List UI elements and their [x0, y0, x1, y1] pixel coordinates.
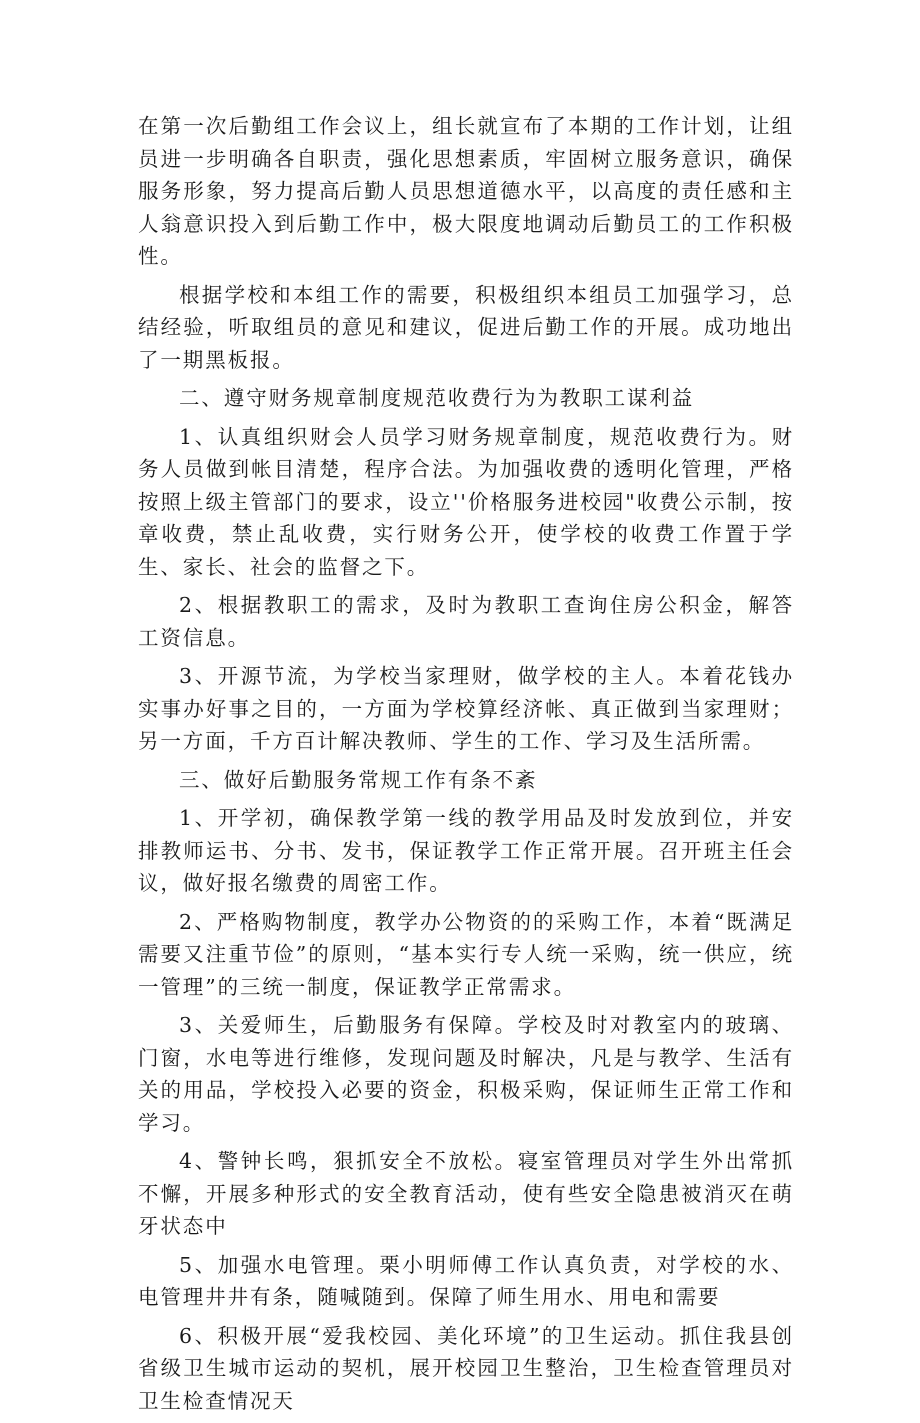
section-heading-3: 三、做好后勤服务常规工作有条不紊 — [179, 767, 538, 792]
paragraph-service-5: 5、加强水电管理。栗小明师傅工作认真负责，对学校的水、电管理井井有条，随喊随到。保障了师生用水、用电和需要 — [138, 1252, 794, 1309]
paragraph-1: 在第一次后勤组工作会议上，组长就宣布了本期的工作计划，让组员进一步明确各自职责，强化思想素质，牢固树立服务意识，确保服务形象，努力提高后勤人员思想道德水平，以高度的责任感和主人翁意识投入到后勤工作中，极大限度地调动后勤员工的工作积极性。 — [138, 114, 794, 268]
paragraph-service-6: 6、积极开展“爱我校园、美化环境”的卫生运动。抓住我县创省级卫生城市运动的契机，展开校园卫生整治，卫生检查管理员对卫生检查情况天 — [138, 1323, 794, 1413]
paragraph-2: 根据学校和本组工作的需要，积极组织本组员工加强学习，总结经验，听取组员的意见和建议，促进后勤工作的开展。成功地出了一期黑板报。 — [138, 282, 794, 372]
section-heading-2: 二、遵守财务规章制度规范收费行为为教职工谋利益 — [179, 386, 695, 410]
paragraph-service-2: 2、严格购物制度，教学办公物资的的采购工作，本着“既满足需要又注重节俭”的原则，“基本实行专人统一采购，统一供应，统一管理”的三统一制度，保证教学正常需求。 — [138, 909, 794, 999]
paragraph-service-4: 4、警钟长鸣，狠抓安全不放松。寝室管理员对学生外出常抓不懈，开展多种形式的安全教育活动，使有些安全隐患被消灭在萌牙状态中 — [138, 1149, 794, 1238]
document-body — [138, 110, 794, 1423]
paragraph-service-1: 1、开学初，确保教学第一线的教学用品及时发放到位，并安排教师运书、分书、发书，保证教学工作正常开展。召开班主任会议，做好报名缴费的周密工作。 — [138, 806, 794, 895]
paragraph-finance-1: 1、认真组织财会人员学习财务规章制度，规范收费行为。财务人员做到帐目清楚，程序合法。为加强收费的透明化管理，严格按照上级主管部门的要求，设立''价格服务进校园"收费公示制，按章收费，禁止乱收费，实行财务公开，使学校的收费工作置于学生、家长、社会的监督之下。 — [138, 424, 794, 579]
paragraph-finance-2: 2、根据教职工的需求，及时为教职工查询住房公积金，解答工资信息。 — [138, 593, 794, 650]
paragraph-finance-3: 3、开源节流，为学校当家理财，做学校的主人。本着花钱办实事办好事之目的，一方面为学校算经济帐、真正做到当家理财；另一方面，千方百计解决教师、学生的工作、学习及生活所需。 — [138, 664, 794, 753]
paragraph-service-3: 3、关爱师生，后勤服务有保障。学校及时对教室内的玻璃、门窗，水电等进行维修，发现问题及时解决，凡是与教学、生活有关的用品，学校投入必要的资金，积极采购，保证师生正常工作和学习。 — [138, 1013, 794, 1135]
